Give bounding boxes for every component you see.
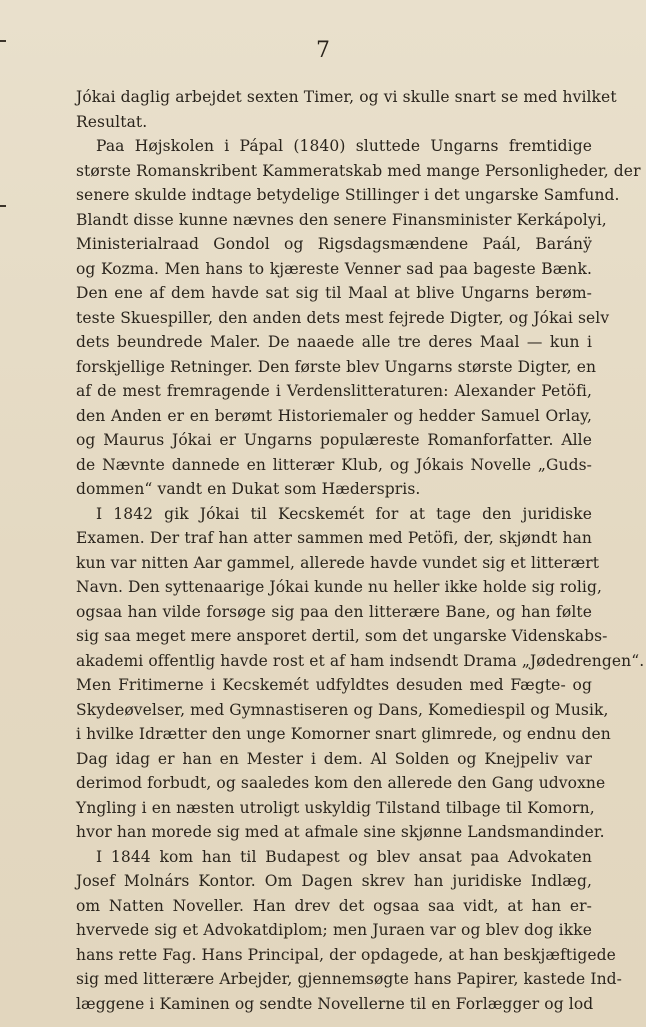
text-line: teste Skuespiller, den anden dets mest fejrede Digter, og Jókai selv: [76, 308, 610, 327]
text-line: og Maurus Jókai er Ungarns populæreste Romanforfatter. Alle: [76, 431, 592, 449]
text-line: Resultat.: [76, 112, 148, 131]
text-line: dets beundrede Maler. De naaede alle tre deres Maal — kun i: [76, 333, 592, 351]
text-line: Ministerialraad Gondol og Rigsdagsmændene Paál, Baránÿ: [76, 235, 592, 253]
page-number: 7: [316, 38, 330, 63]
text-line: derimod forbudt, og saaledes kom den allerede den Gang udvoxne: [76, 774, 606, 792]
text-line: ogsaa han vilde forsøge sig paa den litterære Bane, og han følte: [76, 602, 592, 621]
text-line: sig saa meget mere ansporet dertil, som det ungarske Videnskabs-: [76, 627, 608, 645]
text-line: akademi offentlig havde rost et af ham indsendt Drama „Jødedrengen“.: [76, 651, 645, 670]
text-line: hans rette Fag. Hans Principal, der opdagede, at han beskjæftigede: [76, 945, 616, 964]
text-line: hvor han morede sig med at afmale sine skjønne Landsmandinder.: [76, 823, 605, 841]
text-line: Josef Molnárs Kontor. Om Dagen skrev han juridiske Indlæg,: [76, 872, 592, 890]
left-margin-mark: [0, 205, 6, 207]
text-line: Men Fritimerne i Kecskemét udfyldtes desuden med Fægte- og: [76, 676, 592, 694]
text-line: Skydeøvelser, med Gymnastiseren og Dans, Komediespil og Musik,: [76, 700, 609, 719]
text-line: Dag idag er han en Mester i dem. Al Solden og Knejpeliv var: [76, 749, 592, 768]
body-text: [76, 85, 645, 1016]
text-line: I 1842 gik Jókai til Kecskemét for at tage den juridiske: [96, 504, 592, 523]
text-line: om Natten Noveller. Han drev det ogsaa saa vidt, at han er-: [76, 896, 592, 915]
text-line: største Romanskribent Kammeratskab med mange Personligheder, der: [76, 161, 641, 180]
text-line: i hvilke Idrætter den unge Komorner snart glimrede, og endnu den: [76, 725, 611, 743]
text-line: dommen“ vandt en Dukat som Hæderspris.: [76, 480, 421, 498]
text-line: Paa Højskolen i Pápal (1840) sluttede Ungarns fremtidige: [96, 137, 592, 155]
text-line: Jókai daglig arbejdet sexten Timer, og vi skulle snart se med hvilket: [76, 88, 617, 106]
text-line: af de mest fremragende i Verdenslitteraturen: Alexander Petöfi,: [76, 382, 592, 400]
text-line: Den ene af dem havde sat sig til Maal at blive Ungarns berøm-: [76, 284, 592, 302]
text-line: Blandt disse kunne nævnes den senere Finansminister Kerkápolyi,: [76, 210, 607, 229]
text-line: Examen. Der traf han atter sammen med Petöfi, der, skjøndt han: [76, 529, 592, 547]
text-line: Navn. Den syttenaarige Jókai kunde nu heller ikke holde sig rolig,: [76, 578, 603, 596]
text-line: de Nævnte dannede en litterær Klub, og Jókais Novelle „Guds-: [76, 455, 592, 474]
text-line: den Anden er en berømt Historiemaler og hedder Samuel Orlay,: [76, 406, 592, 425]
text-line: hvervede sig et Advokatdiplom; men Juraen var og blev dog ikke: [76, 921, 592, 939]
text-line: Yngling i en næsten utroligt uskyldig Tilstand tilbage til Komorn,: [76, 798, 595, 817]
text-line: I 1844 kom han til Budapest og blev ansat paa Advokaten: [96, 847, 592, 866]
text-line: kun var nitten Aar gammel, allerede havde vundet sig et litterært: [76, 553, 600, 572]
text-line: senere skulde indtage betydelige Stillinger i det ungarske Samfund.: [76, 186, 620, 204]
text-line: læggene i Kaminen og sendte Novellerne til en Forlægger og lod: [76, 994, 594, 1013]
text-line: forskjellige Retninger. Den første blev Ungarns største Digter, en: [76, 357, 597, 376]
text-line: og Kozma. Men hans to kjæreste Venner sad paa bageste Bænk.: [76, 259, 592, 278]
text-line: sig med litterære Arbejder, gjennemsøgte hans Papirer, kastede Ind-: [76, 970, 623, 988]
